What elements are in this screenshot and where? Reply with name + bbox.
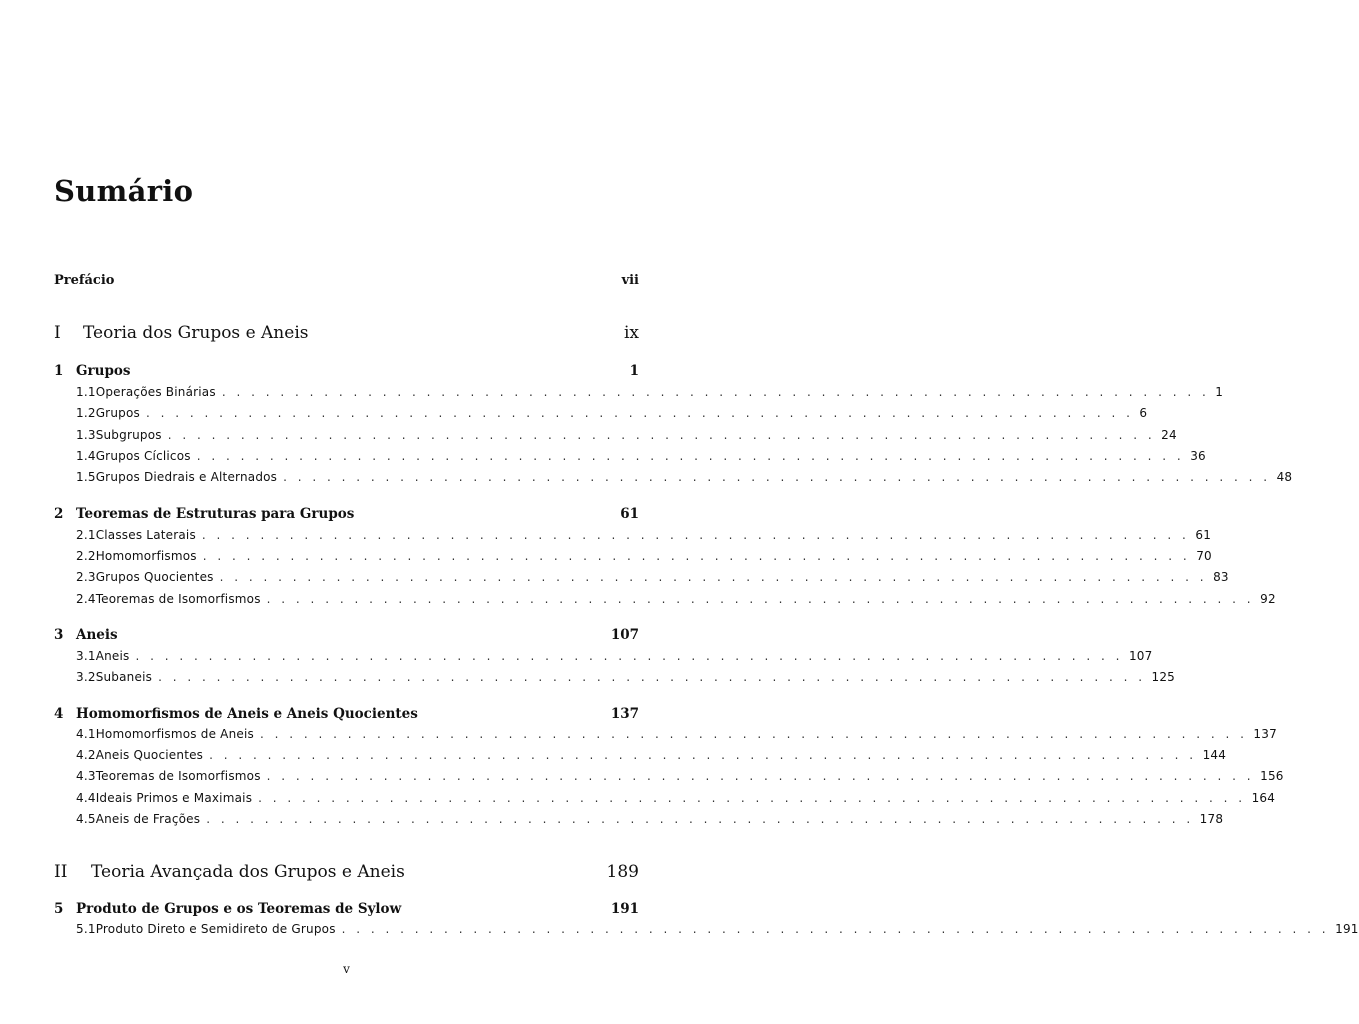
toc-chapter-4[interactable] <box>54 706 639 722</box>
chapter-number: 2 <box>54 506 64 522</box>
toc-section-1-3[interactable] <box>76 428 1177 442</box>
section-page: 191 <box>1335 922 1359 936</box>
section-page: 107 <box>1128 649 1153 663</box>
part-number: I <box>54 323 61 343</box>
part-number: II <box>54 862 68 882</box>
section-number: 4.3 <box>76 769 96 783</box>
section-number: 2.4 <box>76 592 96 606</box>
page-number: v <box>343 962 350 976</box>
section-page: 144 <box>1202 748 1227 762</box>
section-number: 3.2 <box>76 670 96 684</box>
section-title: Grupos <box>95 406 140 420</box>
section-page: 24 <box>1161 428 1177 442</box>
chapter-title: Produto de Grupos e os Teoremas de Sylow <box>76 901 402 917</box>
section-number: 1.4 <box>76 449 96 463</box>
section-page: 83 <box>1213 570 1229 584</box>
leader-dots: . . . . . . . . . . . . . . . . . . . . . . . . . . . . . . . . . . . . . . . . . . . . . . . . . . . . . . . . . . . . . . . . . . . . <box>202 549 1191 563</box>
part-page: 189 <box>606 862 639 882</box>
toc-chapter-3[interactable] <box>54 627 639 643</box>
toc-section-3-2[interactable] <box>76 670 1176 684</box>
leader-dots: . . . . . . . . . . . . . . . . . . . . . . . . . . . . . . . . . . . . . . . . . . . . . . . . . . . . . . . . . . . . . . . . . . . . <box>219 570 1208 584</box>
section-page: 6 <box>1139 406 1148 420</box>
section-number: 4.5 <box>76 812 96 826</box>
toc-preface-entry[interactable] <box>54 273 639 288</box>
section-page: 125 <box>1151 670 1176 684</box>
section-title: Ideais Primos e Maximais <box>95 791 253 805</box>
chapter-page: 61 <box>620 506 639 522</box>
toc-section-4-1[interactable] <box>76 727 1277 741</box>
chapter-page: 191 <box>610 901 639 917</box>
section-title: Operações Binárias <box>95 385 216 399</box>
section-page: 70 <box>1196 549 1212 563</box>
toc-section-2-4[interactable] <box>76 592 1276 606</box>
leader-dots: . . . . . . . . . . . . . . . . . . . . . . . . . . . . . . . . . . . . . . . . . . . . . . . . . . . . . . . . . . . . . . . . . . . . <box>135 649 1123 663</box>
section-title: Aneis <box>95 649 130 663</box>
toc-section-4-4[interactable] <box>76 791 1276 805</box>
leader-dots: . . . . . . . . . . . . . . . . . . . . . . . . . . . . . . . . . . . . . . . . . . . . . . . . . . . . . . . . . . . . . . . . . . . . <box>145 406 1134 420</box>
leader-dots: . . . . . . . . . . . . . . . . . . . . . . . . . . . . . . . . . . . . . . . . . . . . . . . . . . . . . . . . . . . . . . . . . . . . <box>259 727 1248 741</box>
toc-page <box>54 0 1359 1024</box>
leader-dots: . . . . . . . . . . . . . . . . . . . . . . . . . . . . . . . . . . . . . . . . . . . . . . . . . . . . . . . . . . . . . . . . . . . . <box>167 428 1156 442</box>
section-page: 36 <box>1190 449 1206 463</box>
chapter-number: 5 <box>54 901 64 917</box>
chapter-number: 3 <box>54 627 64 643</box>
section-page: 178 <box>1199 812 1224 826</box>
toc-section-2-3[interactable] <box>76 570 1229 584</box>
toc-section-2-2[interactable] <box>76 549 1212 563</box>
section-number: 1.2 <box>76 406 96 420</box>
section-title: Grupos Diedrais e Alternados <box>95 470 278 484</box>
toc-section-3-1[interactable] <box>76 649 1153 663</box>
toc-section-1-5[interactable] <box>76 470 1293 484</box>
section-number: 4.4 <box>76 791 96 805</box>
leader-dots: . . . . . . . . . . . . . . . . . . . . . . . . . . . . . . . . . . . . . . . . . . . . . . . . . . . . . . . . . . . . . . . . . . . . <box>221 385 1210 399</box>
toc-section-1-4[interactable] <box>76 449 1206 463</box>
leader-dots: . . . . . . . . . . . . . . . . . . . . . . . . . . . . . . . . . . . . . . . . . . . . . . . . . . . . . . . . . . . . . . . . . . . . <box>209 748 1197 762</box>
section-title: Subgrupos <box>95 428 162 442</box>
chapter-page: 137 <box>610 706 639 722</box>
toc-chapter-2[interactable] <box>54 506 639 522</box>
chapter-number: 4 <box>54 706 64 722</box>
toc-section-4-5[interactable] <box>76 812 1224 826</box>
toc-part-2[interactable] <box>54 862 639 882</box>
chapter-number: 1 <box>54 363 64 379</box>
section-number: 4.2 <box>76 748 96 762</box>
section-title: Homomorfismos de Aneis <box>95 727 254 741</box>
section-number: 2.1 <box>76 528 96 542</box>
chapter-title: Homomorfismos de Aneis e Aneis Quocientes <box>76 706 418 722</box>
leader-dots: . . . . . . . . . . . . . . . . . . . . . . . . . . . . . . . . . . . . . . . . . . . . . . . . . . . . . . . . . . . . . . . . . . . . <box>266 769 1255 783</box>
section-title: Grupos Cíclicos <box>95 449 191 463</box>
leader-dots: . . . . . . . . . . . . . . . . . . . . . . . . . . . . . . . . . . . . . . . . . . . . . . . . . . . . . . . . . . . . . . . . . . . . <box>283 470 1271 484</box>
chapter-page: 107 <box>610 627 639 643</box>
leader-dots: . . . . . . . . . . . . . . . . . . . . . . . . . . . . . . . . . . . . . . . . . . . . . . . . . . . . . . . . . . . . . . . . . . . . <box>206 812 1194 826</box>
leader-dots: . . . . . . . . . . . . . . . . . . . . . . . . . . . . . . . . . . . . . . . . . . . . . . . . . . . . . . . . . . . . . . . . . . . . <box>266 592 1255 606</box>
preface-page: vii <box>621 273 639 288</box>
section-title: Classes Laterais <box>95 528 196 542</box>
section-page: 156 <box>1260 769 1284 783</box>
section-page: 1 <box>1215 385 1224 399</box>
section-title: Aneis Quocientes <box>95 748 204 762</box>
toc-section-2-1[interactable] <box>76 528 1212 542</box>
part-title: Teoria Avançada dos Grupos e Aneis <box>91 862 405 882</box>
page-title: Sumário <box>54 174 194 208</box>
section-number: 2.2 <box>76 549 96 563</box>
section-page: 48 <box>1276 470 1293 484</box>
toc-section-4-3[interactable] <box>76 769 1284 783</box>
leader-dots: . . . . . . . . . . . . . . . . . . . . . . . . . . . . . . . . . . . . . . . . . . . . . . . . . . . . . . . . . . . . . . . . . . . . <box>158 670 1146 684</box>
section-title: Subaneis <box>95 670 153 684</box>
section-page: 61 <box>1195 528 1212 542</box>
section-page: 92 <box>1260 592 1276 606</box>
section-number: 1.1 <box>76 385 96 399</box>
leader-dots: . . . . . . . . . . . . . . . . . . . . . . . . . . . . . . . . . . . . . . . . . . . . . . . . . . . . . . . . . . . . . . . . . . . . <box>201 528 1190 542</box>
toc-section-4-2[interactable] <box>76 748 1227 762</box>
section-title: Aneis de Frações <box>95 812 201 826</box>
chapter-title: Grupos <box>76 363 131 379</box>
section-number: 1.3 <box>76 428 96 442</box>
chapter-page: 1 <box>629 363 639 379</box>
chapter-title: Teoremas de Estruturas para Grupos <box>76 506 355 522</box>
section-number: 5.1 <box>76 922 96 936</box>
section-number: 3.1 <box>76 649 96 663</box>
leader-dots: . . . . . . . . . . . . . . . . . . . . . . . . . . . . . . . . . . . . . . . . . . . . . . . . . . . . . . . . . . . . . . . . . . . . <box>196 449 1185 463</box>
section-title: Grupos Quocientes <box>95 570 214 584</box>
section-page: 137 <box>1253 727 1277 741</box>
section-title: Teoremas de Isomorfismos <box>95 592 261 606</box>
section-number: 4.1 <box>76 727 96 741</box>
section-title: Teoremas de Isomorfismos <box>95 769 261 783</box>
preface-label: Prefácio <box>54 273 115 288</box>
toc-section-5-1[interactable] <box>76 922 1359 936</box>
toc-part-1[interactable] <box>54 323 639 343</box>
toc-section-1-2[interactable] <box>76 406 1148 420</box>
toc-section-1-1[interactable] <box>76 385 1224 399</box>
section-title: Homomorfismos <box>95 549 197 563</box>
toc-chapter-1[interactable] <box>54 363 639 379</box>
part-page: ix <box>623 323 639 343</box>
section-number: 1.5 <box>76 470 96 484</box>
part-title: Teoria dos Grupos e Aneis <box>83 323 309 343</box>
section-page: 164 <box>1251 791 1276 805</box>
section-number: 2.3 <box>76 570 96 584</box>
toc-chapter-5[interactable] <box>54 901 639 917</box>
leader-dots: . . . . . . . . . . . . . . . . . . . . . . . . . . . . . . . . . . . . . . . . . . . . . . . . . . . . . . . . . . . . . . . . . . . . <box>341 922 1330 936</box>
section-title: Produto Direto e Semidireto de Grupos <box>95 922 336 936</box>
chapter-title: Aneis <box>76 627 118 643</box>
leader-dots: . . . . . . . . . . . . . . . . . . . . . . . . . . . . . . . . . . . . . . . . . . . . . . . . . . . . . . . . . . . . . . . . . . . . <box>258 791 1246 805</box>
